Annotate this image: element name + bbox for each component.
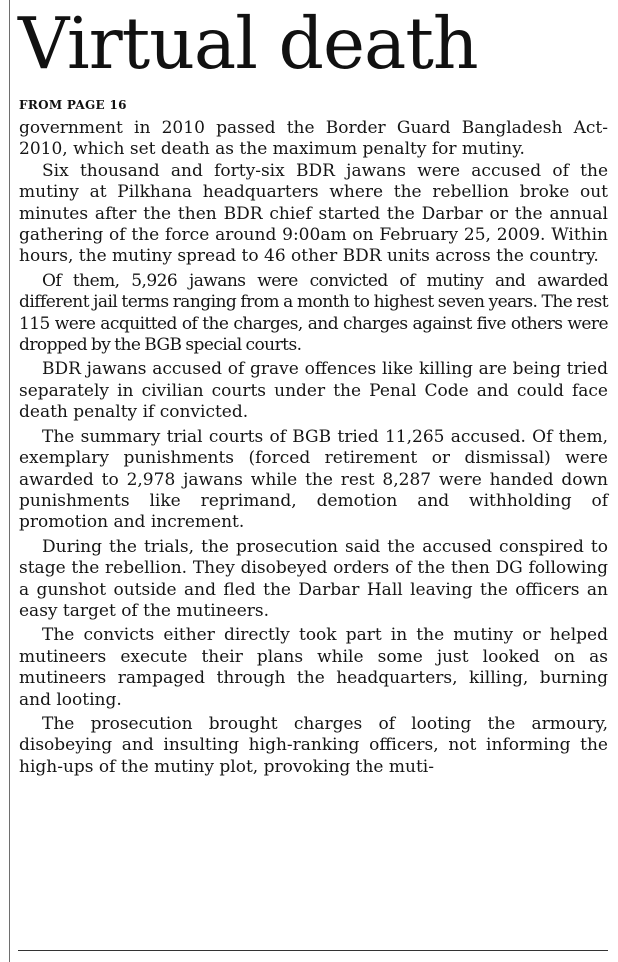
- paragraph-1: government in 2010 passed the Border Guard Bangladesh Act-2010, which set death as the maximum penalty for mutiny.: [19, 118, 608, 160]
- paragraph-4: BDR jawans accused of grave offences like killing are being tried separately in civilian courts under the Penal Code and could face death penalty if convicted.: [19, 359, 608, 423]
- column-divider-left: [9, 0, 10, 962]
- headline: Virtual death: [18, 2, 478, 85]
- paragraph-2: Six thousand and forty-six BDR jawans were accused of the mutiny at Pilkhana headquarters where the rebellion broke out minutes after the then BDR chief started the Darbar or the annual gathering of the force around 9:00am on February 25, 2009. Within hours, the mutiny spread to 46 other BDR units across the country.: [19, 160, 608, 267]
- paragraph-5: The summary trial courts of BGB tried 11,265 accused. Of them, exemplary punishments (forced retirement or dismissal) were awarded to 2,978 jawans while the rest 8,287 were handed down punishments like reprimand, demotion and withholding of promotion and increment.: [19, 426, 608, 533]
- paragraph-6: During the trials, the prosecution said the accused conspired to stage the rebellion. They disobeyed orders of the then DG following a gunshot outside and fled the Darbar Hall leaving the officers an easy target of the mutineers.: [19, 536, 608, 621]
- column-divider-bottom: [18, 950, 608, 951]
- paragraph-8: The prosecution brought charges of looting the armoury, disobeying and insulting high-ranking officers, not informing the high-ups of the mutiny plot, provoking the muti-: [19, 713, 608, 777]
- article-body: [19, 118, 608, 778]
- continuation-kicker: FROM PAGE 16: [19, 98, 127, 112]
- paragraph-3: Of them, 5,926 jawans were convicted of mutiny and awarded different jail terms ranging from a month to highest seven years. The rest 115 were acquitted of the charges, and charges against five others were dropped by the BGB special courts.: [19, 270, 608, 356]
- paragraph-7: The convicts either directly took part in the mutiny or helped mutineers execute their plans while some just looked on as mutineers rampaged through the headquarters, killing, burning and looting.: [19, 625, 608, 710]
